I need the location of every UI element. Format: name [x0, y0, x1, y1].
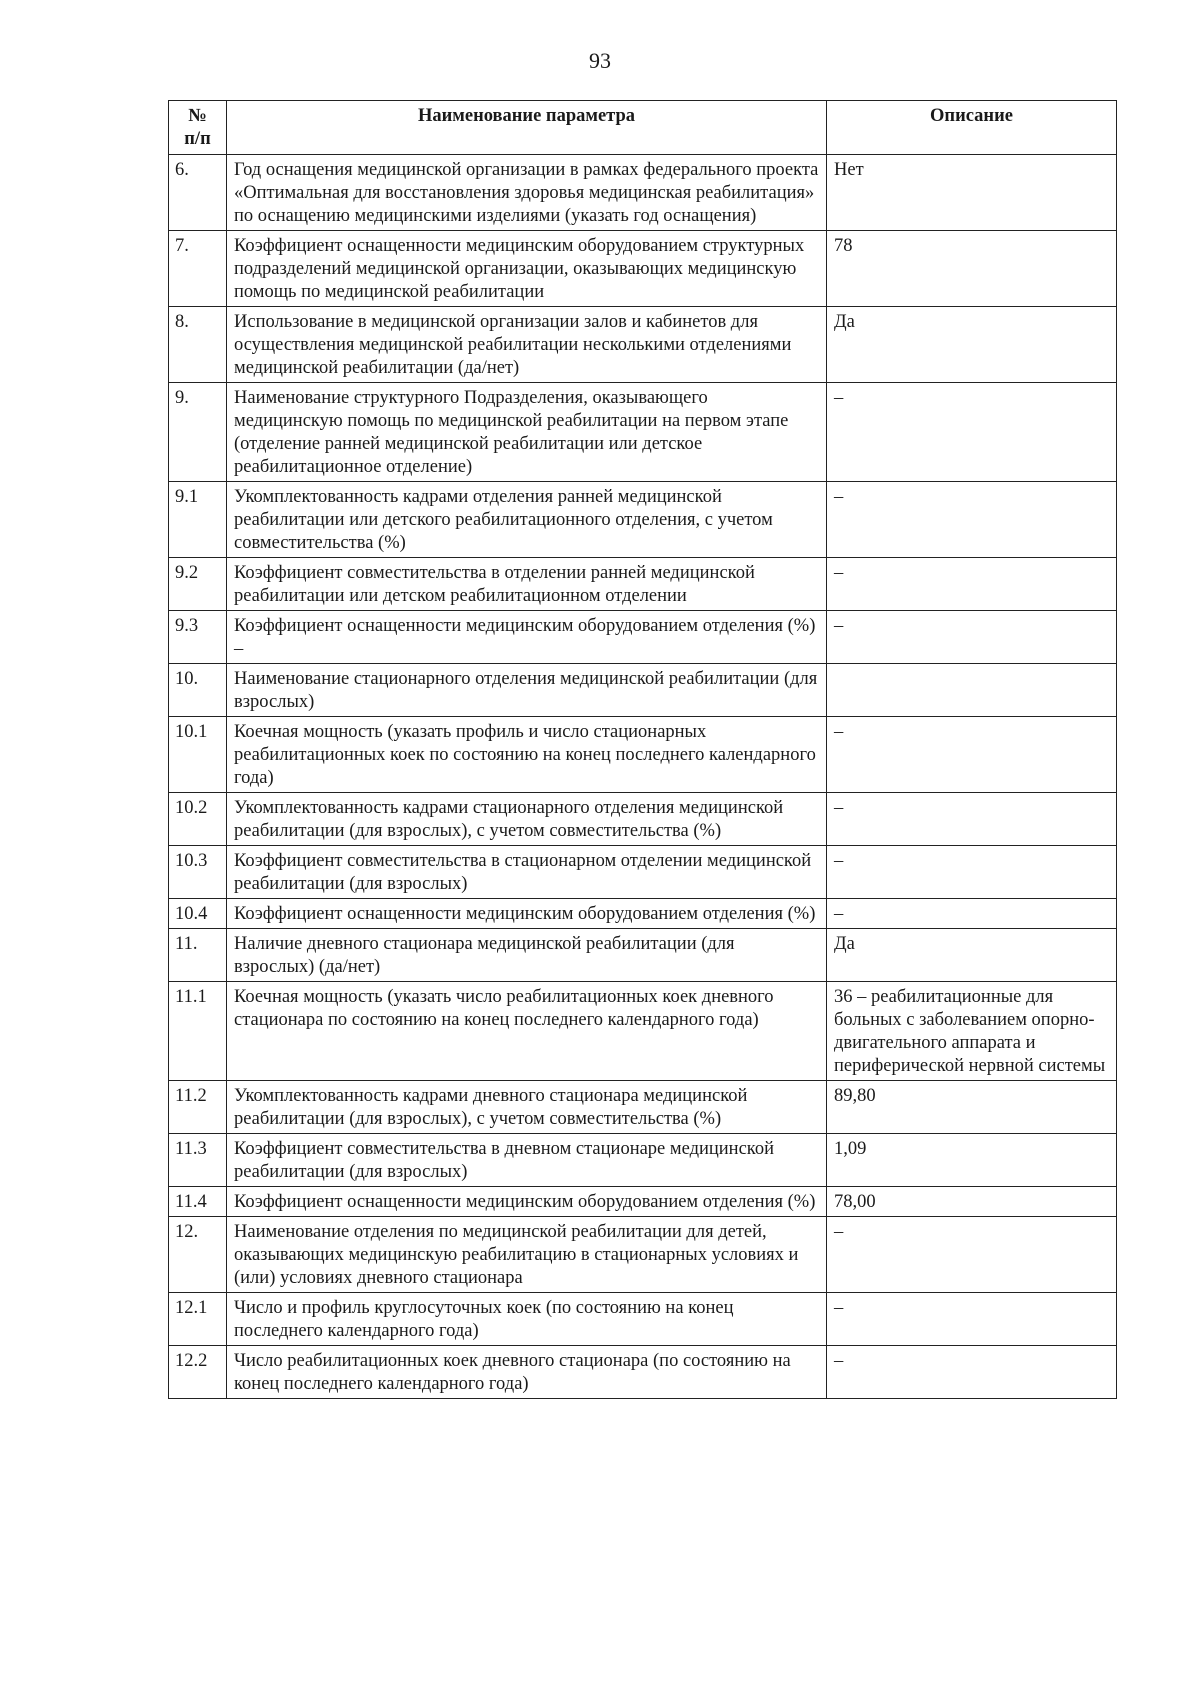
row-description: – — [827, 482, 1117, 558]
row-description: 1,09 — [827, 1134, 1117, 1187]
row-number: 10.3 — [169, 846, 227, 899]
row-description: – — [827, 717, 1117, 793]
table-row — [169, 929, 1117, 982]
table-row — [169, 982, 1117, 1081]
row-number: 10. — [169, 664, 227, 717]
table-header-row — [169, 101, 1117, 155]
row-description: – — [827, 1217, 1117, 1293]
row-description: 89,80 — [827, 1081, 1117, 1134]
table-row — [169, 383, 1117, 482]
table-row — [169, 899, 1117, 929]
row-number: 11.4 — [169, 1187, 227, 1217]
table-row — [169, 846, 1117, 899]
header-parameter-name: Наименование параметра — [227, 101, 827, 155]
row-number: 11.2 — [169, 1081, 227, 1134]
row-parameter: Наименование стационарного отделения медицинской реабилитации (для взрослых) — [227, 664, 827, 717]
row-parameter: Коэффициент оснащенности медицинским оборудованием структурных подразделений медицинской организации, оказывающих медицинскую помощь по медицинской реабилитации — [227, 231, 827, 307]
row-description: 78 — [827, 231, 1117, 307]
row-number: 12.2 — [169, 1346, 227, 1399]
row-parameter: Укомплектованность кадрами отделения ранней медицинской реабилитации или детского реабилитационного отделения, с учетом совместительства (%) — [227, 482, 827, 558]
table-row — [169, 482, 1117, 558]
row-description: Да — [827, 929, 1117, 982]
row-parameter: Укомплектованность кадрами дневного стационара медицинской реабилитации (для взрослых), с учетом совместительства (%) — [227, 1081, 827, 1134]
table-row — [169, 664, 1117, 717]
row-number: 6. — [169, 155, 227, 231]
table-row — [169, 1187, 1117, 1217]
row-description: – — [827, 899, 1117, 929]
row-parameter: Коэффициент оснащенности медицинским оборудованием отделения (%) – — [227, 611, 827, 664]
row-parameter: Коэффициент совместительства в стационарном отделении медицинской реабилитации (для взрослых) — [227, 846, 827, 899]
table-row — [169, 558, 1117, 611]
header-number: № п/п — [169, 101, 227, 155]
row-number: 11. — [169, 929, 227, 982]
table-row — [169, 1346, 1117, 1399]
row-parameter: Год оснащения медицинской организации в рамках федерального проекта «Оптимальная для восстановления здоровья медицинская реабилитация» по оснащению медицинскими изделиями (указать год оснащения) — [227, 155, 827, 231]
row-number: 11.3 — [169, 1134, 227, 1187]
row-parameter: Число реабилитационных коек дневного стационара (по состоянию на конец последнего календарного года) — [227, 1346, 827, 1399]
row-number: 11.1 — [169, 982, 227, 1081]
row-number: 12. — [169, 1217, 227, 1293]
header-description: Описание — [827, 101, 1117, 155]
row-number: 7. — [169, 231, 227, 307]
row-parameter: Наличие дневного стационара медицинской реабилитации (для взрослых) (да/нет) — [227, 929, 827, 982]
row-number: 9.3 — [169, 611, 227, 664]
table-row — [169, 307, 1117, 383]
row-number: 9.1 — [169, 482, 227, 558]
table-row — [169, 793, 1117, 846]
row-description: – — [827, 1346, 1117, 1399]
row-parameter: Коечная мощность (указать профиль и число стационарных реабилитационных коек по состоянию на конец последнего календарного года) — [227, 717, 827, 793]
row-number: 10.2 — [169, 793, 227, 846]
row-description: – — [827, 1293, 1117, 1346]
row-parameter: Коэффициент оснащенности медицинским оборудованием отделения (%) — [227, 1187, 827, 1217]
table-row — [169, 231, 1117, 307]
table-row — [169, 1134, 1117, 1187]
row-number: 12.1 — [169, 1293, 227, 1346]
row-description: – — [827, 611, 1117, 664]
row-number: 10.1 — [169, 717, 227, 793]
table-body — [169, 155, 1117, 1399]
row-number: 9. — [169, 383, 227, 482]
table-row — [169, 1293, 1117, 1346]
row-parameter: Использование в медицинской организации залов и кабинетов для осуществления медицинской реабилитации несколькими отделениями медицинской реабилитации (да/нет) — [227, 307, 827, 383]
row-parameter: Наименование структурного Подразделения, оказывающего медицинскую помощь по медицинской реабилитации на первом этапе (отделение ранней медицинской реабилитации или детское реабилитационное отделение) — [227, 383, 827, 482]
row-parameter: Укомплектованность кадрами стационарного отделения медицинской реабилитации (для взрослых), с учетом совместительства (%) — [227, 793, 827, 846]
row-description: 36 – реабилитационные для больных с заболеванием опорно-двигательного аппарата и периферической нервной системы — [827, 982, 1117, 1081]
row-description: – — [827, 558, 1117, 611]
row-parameter: Число и профиль круглосуточных коек (по состоянию на конец последнего календарного года) — [227, 1293, 827, 1346]
row-parameter: Коэффициент оснащенности медицинским оборудованием отделения (%) — [227, 899, 827, 929]
table-row — [169, 717, 1117, 793]
row-number: 9.2 — [169, 558, 227, 611]
table-row — [169, 1081, 1117, 1134]
parameters-table — [168, 100, 1117, 1399]
row-number: 8. — [169, 307, 227, 383]
row-parameter: Наименование отделения по медицинской реабилитации для детей, оказывающих медицинскую реабилитацию в стационарных условиях и (или) условиях дневного стационара — [227, 1217, 827, 1293]
row-parameter: Коэффициент совместительства в отделении ранней медицинской реабилитации или детском реабилитационном отделении — [227, 558, 827, 611]
table-row — [169, 155, 1117, 231]
table-row — [169, 611, 1117, 664]
row-description: – — [827, 383, 1117, 482]
row-description — [827, 664, 1117, 717]
row-parameter: Коэффициент совместительства в дневном стационаре медицинской реабилитации (для взрослых) — [227, 1134, 827, 1187]
row-description: – — [827, 793, 1117, 846]
row-description: Да — [827, 307, 1117, 383]
page-number: 93 — [589, 48, 611, 73]
row-number: 10.4 — [169, 899, 227, 929]
row-description: – — [827, 846, 1117, 899]
row-description: 78,00 — [827, 1187, 1117, 1217]
row-description: Нет — [827, 155, 1117, 231]
table-row — [169, 1217, 1117, 1293]
row-parameter: Коечная мощность (указать число реабилитационных коек дневного стационара по состоянию на конец последнего календарного года) — [227, 982, 827, 1081]
